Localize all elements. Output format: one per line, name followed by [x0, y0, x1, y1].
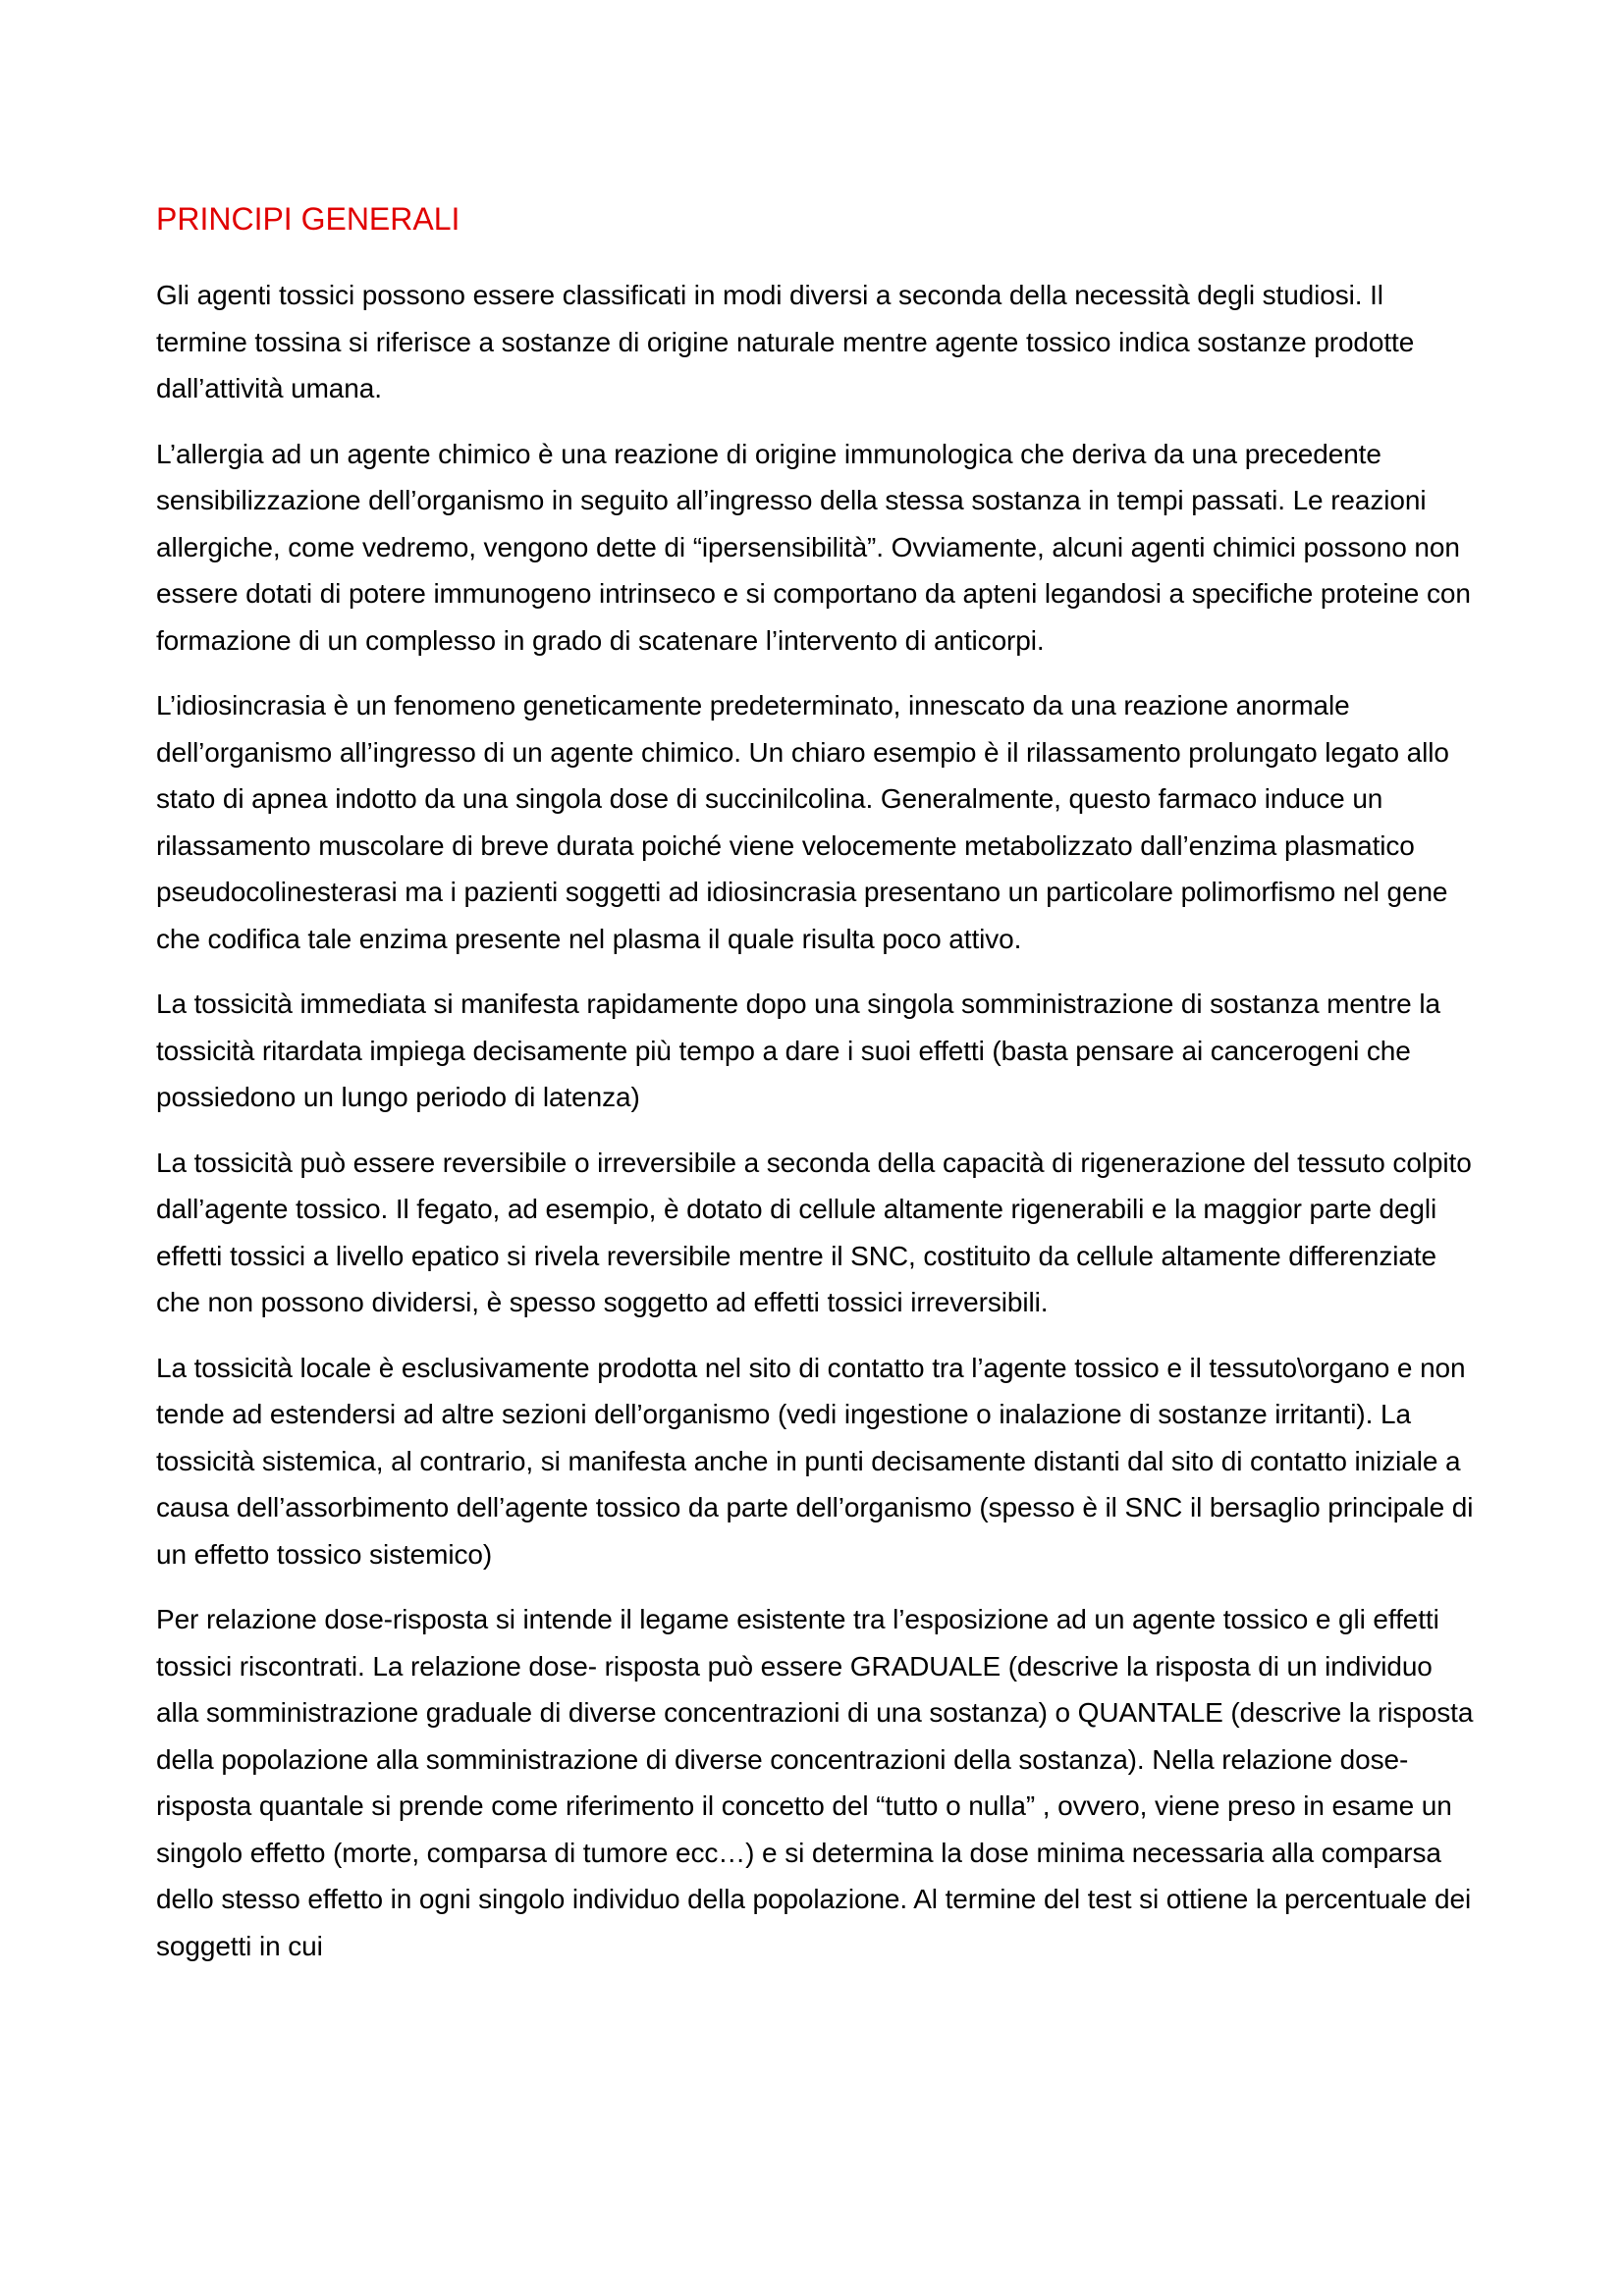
paragraph-dose-response: Per relazione dose-risposta si intende il legame esistente tra l’esposizione ad un agente tossico e gli effetti tossici riscontrati. La relazione dose- risposta può essere GRADUALE (descrive la risposta di un individuo alla somministrazione graduale di diverse concentrazioni di una sostanza) o QUANTALE (descrive la risposta della popolazione alla somministrazione di diverse concentrazioni della sostanza). Nella relazione dose-risposta quantale si prende come riferimento il concetto del “tutto o nulla” , ovvero, viene preso in esame un singolo effetto (morte, comparsa di tumore ecc…) e si determina la dose minima necessaria alla comparsa dello stesso effetto in ogni singolo individuo della popolazione. Al termine del test si ottiene la percentuale dei soggetti in cui — [156, 1604, 1474, 1961]
page-title: PRINCIPI GENERALI — [156, 201, 460, 237]
document-body — [156, 196, 1477, 1988]
paragraph-immediate-delayed-toxicity: La tossicità immediata si manifesta rapidamente dopo una singola somministrazione di sostanza mentre la tossicità ritardata impiega decisamente più tempo a dare i suoi effetti (basta pensare ai cancerogeni che possiedono un lungo periodo di latenza) — [156, 988, 1440, 1112]
paragraph-idiosyncrasy: L’idiosincrasia è un fenomeno geneticamente predeterminato, innescato da una reazione anormale dell’organismo all’ingresso di un agente chimico. Un chiaro esempio è il rilassamento prolungato legato allo stato di apnea indotto da una singola dose di succinilcolina. Generalmente, questo farmaco induce un rilassamento muscolare di breve durata poiché viene velocemente metabolizzato dall’enzima plasmatico pseudocolinesterasi ma i pazienti soggetti ad idiosincrasia presentano un particolare polimorfismo nel gene che codifica tale enzima presente nel plasma il quale risulta poco attivo. — [156, 690, 1449, 954]
paragraph-local-systemic-toxicity: La tossicità locale è esclusivamente prodotta nel sito di contatto tra l’agente tossico e il tessuto\organo e non tende ad estendersi ad altre sezioni dell’organismo (vedi ingestione o inalazione di sostanze irritanti). La tossicità sistemica, al contrario, si manifesta anche in punti decisamente distanti dal sito di contatto iniziale a causa dell’assorbimento dell’agente tossico da parte dell’organismo (spesso è il SNC il bersaglio principale di un effetto tossico sistemico) — [156, 1352, 1474, 1570]
paragraph-allergy: L’allergia ad un agente chimico è una reazione di origine immunologica che deriva da una precedente sensibilizzazione dell’organismo in seguito all’ingresso della stessa sostanza in tempi passati. Le reazioni allergiche, come vedremo, vengono dette di “ipersensibilità”. Ovviamente, alcuni agenti chimici possono non essere dotati di potere immunogeno intrinseco e si comportano da apteni legandosi a specifiche proteine con formazione di un complesso in grado di scatenare l’intervento di anticorpi. — [156, 438, 1471, 656]
paragraph-classification: Gli agenti tossici possono essere classificati in modi diversi a seconda della necessità degli studiosi. Il termine tossina si riferisce a sostanze di origine naturale mentre agente tossico indica sostanze prodotte dall’attività umana. — [156, 280, 1415, 403]
paragraph-reversible-toxicity: La tossicità può essere reversibile o irreversibile a seconda della capacità di rigenerazione del tessuto colpito dall’agente tossico. Il fegato, ad esempio, è dotato di cellule altamente rigenerabili e la maggior parte degli effetti tossici a livello epatico si rivela reversibile mentre il SNC, costituito da cellule altamente differenziate che non possono dividersi, è spesso soggetto ad effetti tossici irreversibili. — [156, 1147, 1472, 1317]
